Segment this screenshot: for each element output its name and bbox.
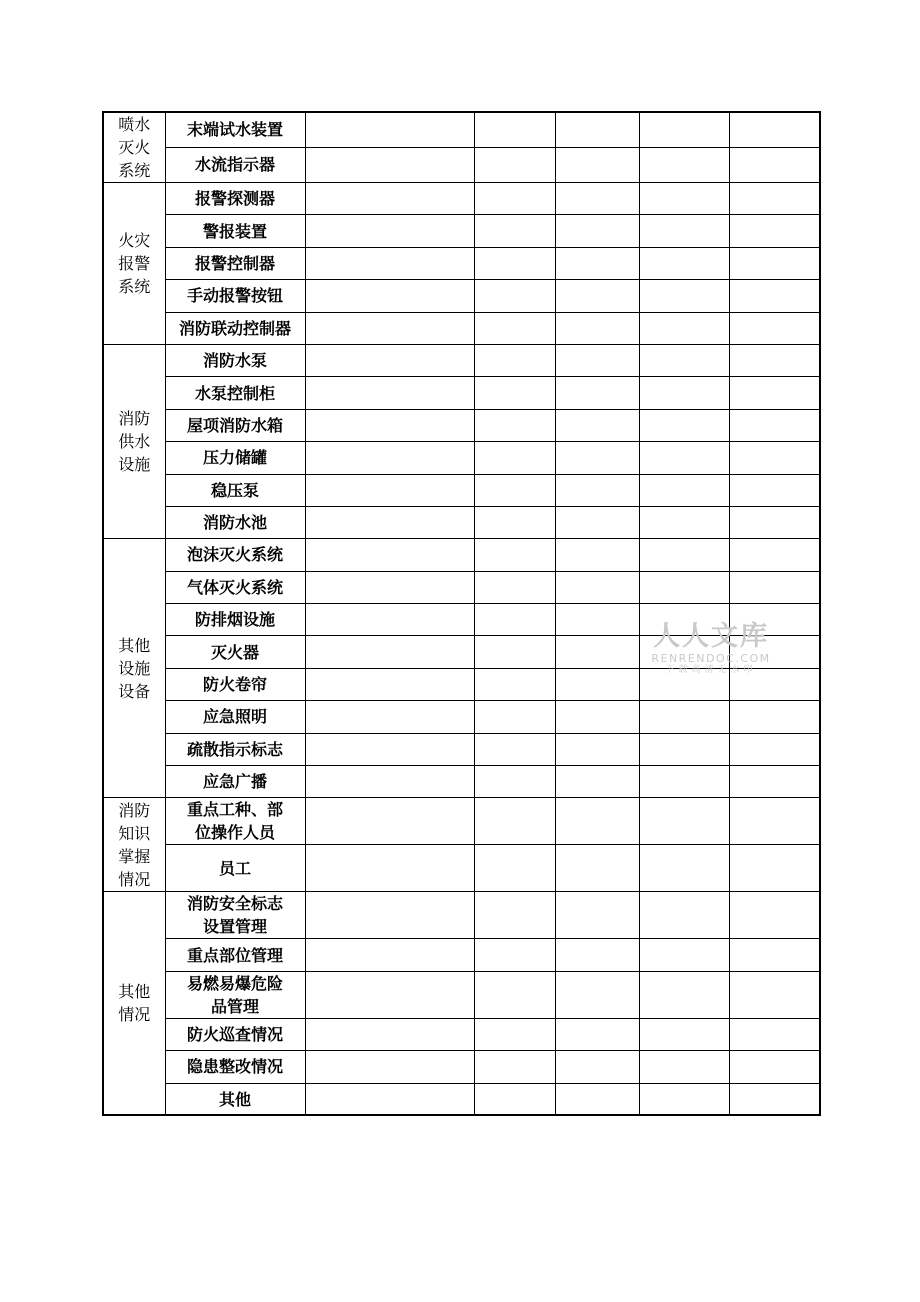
item-cell: [165, 247, 305, 279]
item-label: 防火卷帘: [202, 675, 267, 695]
watermark-tagline: 下载高清无水印: [665, 665, 757, 675]
blank-entry-cell[interactable]: [555, 701, 639, 733]
blank-entry-cell[interactable]: [474, 939, 555, 971]
blank-entry-cell[interactable]: [474, 668, 555, 700]
item-cell: [165, 939, 305, 971]
blank-entry-cell[interactable]: [474, 1018, 555, 1050]
blank-entry-cell[interactable]: [729, 215, 820, 247]
blank-entry-cell[interactable]: [729, 312, 820, 344]
item-label: 手动报警按钮: [186, 286, 283, 306]
blank-entry-cell[interactable]: [639, 571, 729, 603]
blank-entry-cell[interactable]: [555, 377, 639, 409]
blank-entry-cell[interactable]: [474, 539, 555, 571]
blank-entry-cell[interactable]: [555, 312, 639, 344]
table-row: [103, 1083, 820, 1115]
blank-entry-cell[interactable]: [305, 112, 474, 147]
blank-entry-cell[interactable]: [305, 377, 474, 409]
blank-entry-cell[interactable]: [305, 668, 474, 700]
blank-entry-cell[interactable]: [729, 247, 820, 279]
blank-entry-cell[interactable]: [305, 215, 474, 247]
blank-entry-cell[interactable]: [474, 766, 555, 798]
item-cell: [165, 733, 305, 765]
table-row: [103, 971, 820, 1018]
blank-entry-cell[interactable]: [555, 971, 639, 1018]
blank-entry-cell[interactable]: [305, 845, 474, 892]
blank-entry-cell[interactable]: [555, 766, 639, 798]
blank-entry-cell[interactable]: [555, 1051, 639, 1083]
item-label: 水流指示器: [194, 155, 275, 175]
table-row: [103, 215, 820, 247]
category-cell: [103, 892, 165, 1116]
blank-entry-cell[interactable]: [729, 766, 820, 798]
blank-entry-cell[interactable]: [474, 215, 555, 247]
blank-entry-cell[interactable]: [305, 280, 474, 312]
blank-entry-cell[interactable]: [729, 409, 820, 441]
blank-entry-cell[interactable]: [639, 892, 729, 939]
item-label: 员工: [218, 858, 251, 878]
blank-entry-cell[interactable]: [639, 845, 729, 892]
blank-entry-cell[interactable]: [555, 112, 639, 147]
blank-entry-cell[interactable]: [305, 312, 474, 344]
item-label: 警报装置: [202, 221, 267, 241]
blank-entry-cell[interactable]: [729, 280, 820, 312]
table-row: [103, 312, 820, 344]
item-cell: [165, 1083, 305, 1115]
blank-entry-cell[interactable]: [305, 506, 474, 538]
category-label: 消防供水设施: [118, 409, 151, 475]
table-row: [103, 474, 820, 506]
blank-entry-cell[interactable]: [639, 474, 729, 506]
item-cell: [165, 506, 305, 538]
item-cell: [165, 892, 305, 939]
blank-entry-cell[interactable]: [305, 247, 474, 279]
blank-entry-cell[interactable]: [639, 1083, 729, 1115]
blank-entry-cell[interactable]: [305, 1083, 474, 1115]
item-cell: [165, 312, 305, 344]
blank-entry-cell[interactable]: [639, 409, 729, 441]
blank-entry-cell[interactable]: [729, 474, 820, 506]
blank-entry-cell[interactable]: [305, 971, 474, 1018]
table-row: [103, 377, 820, 409]
item-label: 消防安全标志 设置管理: [186, 894, 283, 937]
blank-entry-cell[interactable]: [729, 1083, 820, 1115]
blank-entry-cell[interactable]: [305, 474, 474, 506]
item-cell: [165, 845, 305, 892]
blank-entry-cell[interactable]: [555, 280, 639, 312]
table-row: [103, 506, 820, 538]
item-cell: [165, 571, 305, 603]
item-label: 重点部位管理: [186, 945, 283, 965]
table-row: [103, 112, 820, 147]
item-label: 应急广播: [202, 772, 267, 792]
blank-entry-cell[interactable]: [729, 147, 820, 182]
item-cell: [165, 215, 305, 247]
item-cell: [165, 798, 305, 845]
blank-entry-cell[interactable]: [729, 506, 820, 538]
item-label: 疏散指示标志: [186, 739, 283, 759]
item-cell: [165, 636, 305, 668]
blank-entry-cell[interactable]: [474, 506, 555, 538]
blank-entry-cell[interactable]: [474, 112, 555, 147]
blank-entry-cell[interactable]: [474, 701, 555, 733]
item-cell: [165, 971, 305, 1018]
table-row: [103, 280, 820, 312]
blank-entry-cell[interactable]: [474, 280, 555, 312]
blank-entry-cell[interactable]: [639, 247, 729, 279]
category-cell: [103, 112, 165, 183]
blank-entry-cell[interactable]: [729, 442, 820, 474]
blank-entry-cell[interactable]: [555, 892, 639, 939]
blank-entry-cell[interactable]: [474, 312, 555, 344]
blank-entry-cell[interactable]: [729, 971, 820, 1018]
item-label: 消防水池: [202, 513, 267, 533]
blank-entry-cell[interactable]: [305, 147, 474, 182]
blank-entry-cell[interactable]: [305, 636, 474, 668]
table-row: [103, 1018, 820, 1050]
blank-entry-cell[interactable]: [474, 442, 555, 474]
blank-entry-cell[interactable]: [555, 733, 639, 765]
table-row: [103, 442, 820, 474]
table-row: [103, 344, 820, 376]
blank-entry-cell[interactable]: [729, 1051, 820, 1083]
blank-entry-cell[interactable]: [555, 939, 639, 971]
blank-entry-cell[interactable]: [729, 939, 820, 971]
category-label: 消防知识掌握情况: [118, 800, 151, 889]
category-label: 火灾报警系统: [118, 230, 151, 296]
table-row: [103, 247, 820, 279]
blank-entry-cell[interactable]: [305, 798, 474, 845]
item-label: 报警探测器: [194, 189, 275, 209]
blank-entry-cell[interactable]: [639, 147, 729, 182]
item-label: 重点工种、部 位操作人员: [186, 800, 283, 843]
table-row: [103, 539, 820, 571]
blank-entry-cell[interactable]: [305, 604, 474, 636]
blank-entry-cell[interactable]: [474, 1051, 555, 1083]
blank-entry-cell[interactable]: [305, 939, 474, 971]
blank-entry-cell[interactable]: [729, 845, 820, 892]
blank-entry-cell[interactable]: [729, 733, 820, 765]
item-label: 消防水泵: [202, 351, 267, 371]
blank-entry-cell[interactable]: [639, 112, 729, 147]
item-label: 压力储罐: [202, 448, 267, 468]
blank-entry-cell[interactable]: [729, 344, 820, 376]
blank-entry-cell[interactable]: [474, 409, 555, 441]
blank-entry-cell[interactable]: [474, 971, 555, 1018]
item-cell: [165, 766, 305, 798]
blank-entry-cell[interactable]: [305, 344, 474, 376]
blank-entry-cell[interactable]: [555, 183, 639, 215]
item-label: 末端试水装置: [186, 120, 283, 140]
item-cell: [165, 409, 305, 441]
blank-entry-cell[interactable]: [474, 571, 555, 603]
blank-entry-cell[interactable]: [555, 539, 639, 571]
blank-entry-cell[interactable]: [639, 312, 729, 344]
blank-entry-cell[interactable]: [474, 377, 555, 409]
table-row: [103, 798, 820, 845]
blank-entry-cell[interactable]: [305, 1051, 474, 1083]
table-row: [103, 1051, 820, 1083]
blank-entry-cell[interactable]: [555, 668, 639, 700]
blank-entry-cell[interactable]: [305, 766, 474, 798]
blank-entry-cell[interactable]: [639, 280, 729, 312]
item-cell: [165, 539, 305, 571]
item-cell: [165, 147, 305, 182]
blank-entry-cell[interactable]: [555, 636, 639, 668]
item-cell: [165, 280, 305, 312]
category-cell: [103, 183, 165, 345]
blank-entry-cell[interactable]: [639, 1018, 729, 1050]
blank-entry-cell[interactable]: [639, 798, 729, 845]
table-row: [103, 701, 820, 733]
blank-entry-cell[interactable]: [555, 506, 639, 538]
blank-entry-cell[interactable]: [555, 798, 639, 845]
item-label: 泡沫灭火系统: [186, 545, 283, 565]
item-label: 报警控制器: [194, 253, 275, 273]
blank-entry-cell[interactable]: [729, 539, 820, 571]
blank-entry-cell[interactable]: [555, 442, 639, 474]
item-cell: [165, 1051, 305, 1083]
blank-entry-cell[interactable]: [555, 344, 639, 376]
table-row: [103, 766, 820, 798]
item-label: 防火巡查情况: [186, 1025, 283, 1044]
watermark-domain: RENRENDOC.COM: [651, 652, 771, 665]
table-row: [103, 409, 820, 441]
item-cell: [165, 442, 305, 474]
item-label: 水泵控制柜: [194, 383, 275, 403]
blank-entry-cell[interactable]: [474, 892, 555, 939]
blank-entry-cell[interactable]: [474, 344, 555, 376]
blank-entry-cell[interactable]: [305, 733, 474, 765]
blank-entry-cell[interactable]: [639, 539, 729, 571]
blank-entry-cell[interactable]: [729, 1018, 820, 1050]
blank-entry-cell[interactable]: [305, 183, 474, 215]
item-cell: [165, 1018, 305, 1050]
blank-entry-cell[interactable]: [639, 183, 729, 215]
blank-entry-cell[interactable]: [639, 971, 729, 1018]
table-row: [103, 733, 820, 765]
blank-entry-cell[interactable]: [639, 442, 729, 474]
blank-entry-cell[interactable]: [729, 892, 820, 939]
blank-entry-cell[interactable]: [305, 409, 474, 441]
item-cell: [165, 377, 305, 409]
blank-entry-cell[interactable]: [639, 344, 729, 376]
category-cell: [103, 344, 165, 538]
blank-entry-cell[interactable]: [639, 701, 729, 733]
blank-entry-cell[interactable]: [305, 539, 474, 571]
blank-entry-cell[interactable]: [474, 147, 555, 182]
blank-entry-cell[interactable]: [555, 604, 639, 636]
item-label: 其他: [218, 1089, 251, 1109]
item-label: 气体灭火系统: [186, 577, 283, 597]
item-cell: [165, 183, 305, 215]
category-cell: [103, 798, 165, 892]
blank-entry-cell[interactable]: [729, 571, 820, 603]
fire-safety-inspection-table: [102, 111, 821, 1116]
table-row: [103, 845, 820, 892]
blank-entry-cell[interactable]: [474, 636, 555, 668]
blank-entry-cell[interactable]: [729, 798, 820, 845]
item-label: 应急照明: [202, 707, 267, 727]
blank-entry-cell[interactable]: [639, 733, 729, 765]
item-cell: [165, 701, 305, 733]
blank-entry-cell[interactable]: [639, 1051, 729, 1083]
item-label: 易燃易爆危险 品管理: [186, 973, 283, 1016]
item-cell: [165, 604, 305, 636]
blank-entry-cell[interactable]: [639, 506, 729, 538]
blank-entry-cell[interactable]: [555, 409, 639, 441]
blank-entry-cell[interactable]: [555, 247, 639, 279]
blank-entry-cell[interactable]: [474, 474, 555, 506]
blank-entry-cell[interactable]: [729, 112, 820, 147]
blank-entry-cell[interactable]: [639, 215, 729, 247]
blank-entry-cell[interactable]: [305, 442, 474, 474]
blank-entry-cell[interactable]: [555, 474, 639, 506]
blank-entry-cell[interactable]: [639, 939, 729, 971]
table-row: [103, 183, 820, 215]
item-label: 隐患整改情况: [186, 1057, 283, 1077]
item-cell: [165, 668, 305, 700]
blank-entry-cell[interactable]: [305, 701, 474, 733]
blank-entry-cell[interactable]: [729, 377, 820, 409]
blank-entry-cell[interactable]: [474, 1083, 555, 1115]
blank-entry-cell[interactable]: [474, 183, 555, 215]
category-label: 其他情况: [118, 982, 151, 1025]
watermark-logo: [648, 622, 774, 682]
blank-entry-cell[interactable]: [729, 701, 820, 733]
blank-entry-cell[interactable]: [555, 571, 639, 603]
blank-entry-cell[interactable]: [555, 1018, 639, 1050]
blank-entry-cell[interactable]: [474, 604, 555, 636]
item-cell: [165, 474, 305, 506]
item-cell: [165, 344, 305, 376]
blank-entry-cell[interactable]: [555, 215, 639, 247]
blank-entry-cell[interactable]: [305, 892, 474, 939]
item-label: 屋项消防水箱: [186, 415, 283, 435]
item-label: 防排烟设施: [194, 610, 275, 630]
blank-entry-cell[interactable]: [305, 571, 474, 603]
table-row: [103, 147, 820, 182]
table-row: [103, 892, 820, 939]
blank-entry-cell[interactable]: [474, 247, 555, 279]
category-label: 其他设施设备: [118, 635, 151, 701]
blank-entry-cell[interactable]: [474, 798, 555, 845]
blank-entry-cell[interactable]: [474, 733, 555, 765]
blank-entry-cell[interactable]: [474, 845, 555, 892]
table-row: [103, 571, 820, 603]
blank-entry-cell[interactable]: [639, 766, 729, 798]
category-label: 喷水灭火系统: [118, 115, 151, 180]
blank-entry-cell[interactable]: [555, 147, 639, 182]
blank-entry-cell[interactable]: [305, 1018, 474, 1050]
blank-entry-cell[interactable]: [555, 1083, 639, 1115]
blank-entry-cell[interactable]: [729, 183, 820, 215]
blank-entry-cell[interactable]: [555, 845, 639, 892]
table-row: [103, 939, 820, 971]
item-cell: [165, 112, 305, 147]
item-label: 灭火器: [210, 642, 259, 662]
blank-entry-cell[interactable]: [639, 377, 729, 409]
item-label: 稳压泵: [210, 480, 259, 500]
item-label: 消防联动控制器: [178, 318, 291, 338]
watermark-title: 人人文库: [653, 621, 769, 652]
category-cell: [103, 539, 165, 798]
